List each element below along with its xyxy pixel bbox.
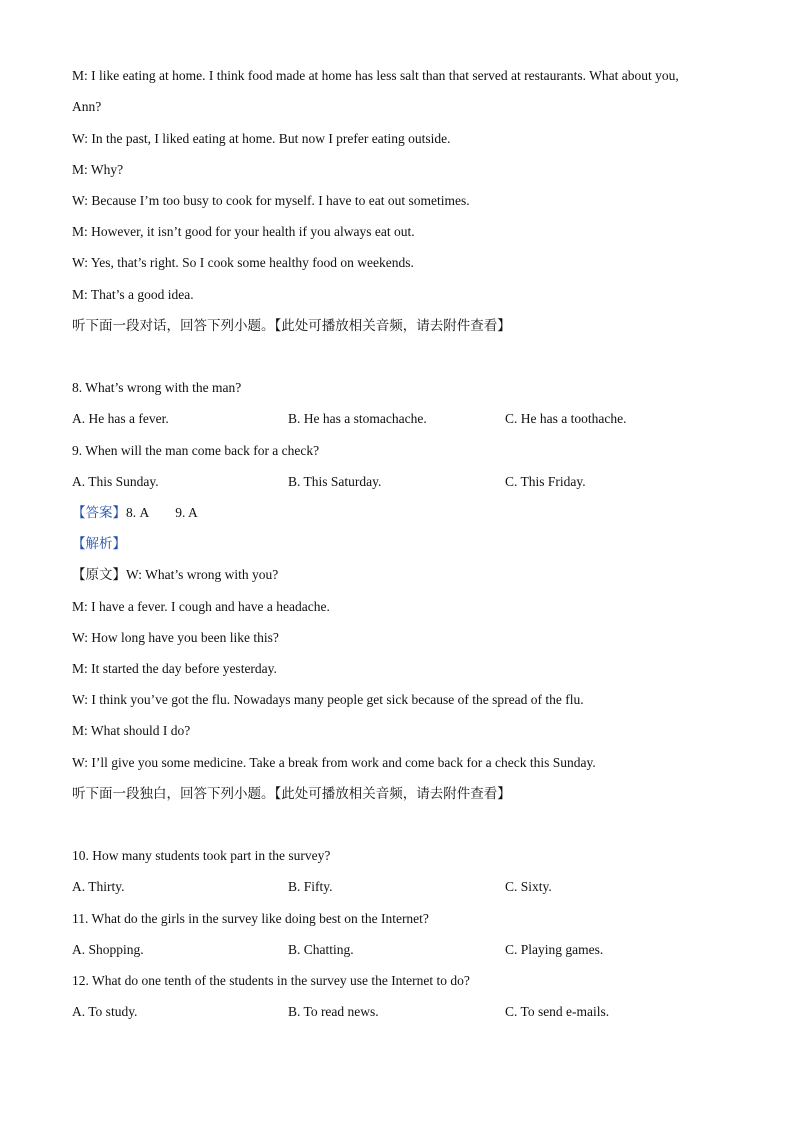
option-b: B. Fifty.	[288, 879, 333, 894]
option-a: A. Thirty.	[72, 879, 125, 894]
dialog-line: M: What should I do?	[72, 723, 191, 738]
original-label: 【原文】	[72, 567, 126, 583]
option-a: A. To study.	[72, 1004, 138, 1019]
analysis-label: 【解析】	[72, 536, 126, 552]
option-c: C. This Friday.	[505, 474, 586, 489]
option-c: C. To send e-mails.	[505, 1004, 610, 1019]
dialog-line: W: What’s wrong with you?	[126, 567, 279, 582]
dialog-line: M: I have a fever. I cough and have a headache.	[72, 599, 330, 614]
question-11: 11. What do the girls in the survey like doing best on the Internet?	[72, 911, 429, 926]
option-a: A. This Sunday.	[72, 474, 159, 489]
listening-instruction: 听下面一段对话，回答下列小题。【此处可播放相关音频，请去附件查看】	[72, 318, 511, 334]
option-b: B. This Saturday.	[288, 474, 382, 489]
dialog-line: M: However, it isn’t good for your health if you always eat out.	[72, 224, 415, 239]
option-b: B. He has a stomachache.	[288, 411, 427, 426]
answer-8: 8. A	[126, 505, 150, 520]
question-10: 10. How many students took part in the survey?	[72, 848, 331, 863]
question-8: 8. What’s wrong with the man?	[72, 380, 242, 395]
answer-label: 【答案】	[72, 505, 126, 521]
listening-instruction: 听下面一段独白，回答下列小题。【此处可播放相关音频，请去附件查看】	[72, 786, 511, 802]
option-b: B. Chatting.	[288, 942, 354, 957]
dialog-line: M: It started the day before yesterday.	[72, 661, 277, 676]
option-a: A. He has a fever.	[72, 411, 169, 426]
dialog-line: W: In the past, I liked eating at home. But now I prefer eating outside.	[72, 131, 451, 146]
dialog-line: M: I like eating at home. I think food made at home has less salt than that served at restaurants. What about you,	[72, 68, 679, 83]
dialog-line: W: How long have you been like this?	[72, 630, 279, 645]
question-9: 9. When will the man come back for a check?	[72, 443, 320, 458]
dialog-line: W: Yes, that’s right. So I cook some healthy food on weekends.	[72, 255, 414, 270]
option-a: A. Shopping.	[72, 942, 144, 957]
option-c: C. Sixty.	[505, 879, 552, 894]
answer-line	[72, 504, 198, 522]
dialog-line: M: Why?	[72, 162, 124, 177]
option-c: C. He has a toothache.	[505, 411, 627, 426]
original-text-line	[72, 566, 278, 584]
option-c: C. Playing games.	[505, 942, 604, 957]
dialog-line: W: Because I’m too busy to cook for myself. I have to eat out sometimes.	[72, 193, 470, 208]
question-12: 12. What do one tenth of the students in the survey use the Internet to do?	[72, 973, 470, 988]
option-b: B. To read news.	[288, 1004, 379, 1019]
dialog-line: W: I’ll give you some medicine. Take a break from work and come back for a check this Sunday.	[72, 755, 596, 770]
dialog-line: W: I think you’ve got the flu. Nowadays many people get sick because of the spread of the flu.	[72, 692, 584, 707]
dialog-line: Ann?	[72, 99, 102, 114]
dialog-line: M: That’s a good idea.	[72, 287, 194, 302]
answer-9: 9. A	[175, 505, 198, 520]
